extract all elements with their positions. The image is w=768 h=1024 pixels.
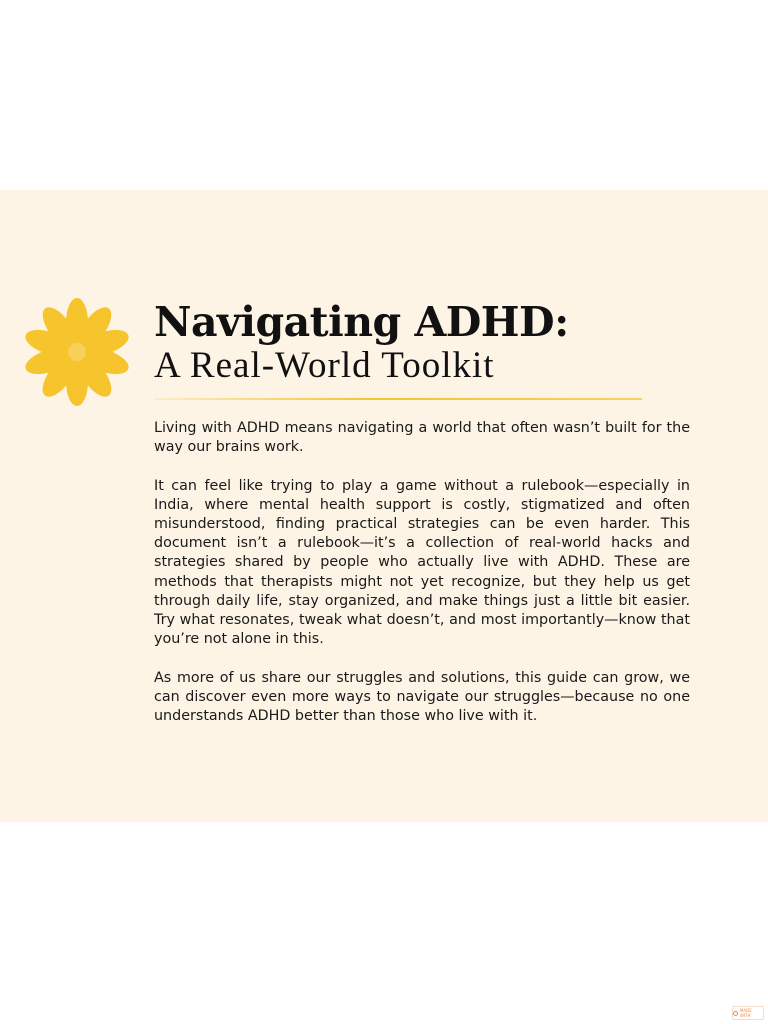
paragraph-context: It can feel like trying to play a game without a rulebook—especially in India, where mental health support is costly, stigmatized and often misunderstood, finding practical strategies can be even harder. This document isn’t a rulebook—it’s a collection of real-world hacks and strategies shared by people who actually live with ADHD. These are methods that therapists might not yet recognize, but they help us get through daily life, stay organized, and make things just a little bit easier. Try what resonates, tweak what doesn’t, and most importantly—know that you’re not alone in this. bbox=[154, 477, 690, 648]
made-with-badge[interactable] bbox=[732, 1006, 764, 1020]
paragraph-closing: As more of us share our struggles and solutions, this guide can grow, we can discover even more ways to navigate our struggles—because no one understands ADHD better than those who live with it. bbox=[154, 669, 690, 725]
title-divider bbox=[154, 398, 642, 400]
paragraph-intro: Living with ADHD means navigating a world that often wasn’t built for the way our brains work. bbox=[154, 420, 690, 456]
brand-logo-icon bbox=[733, 1011, 738, 1016]
sunflower-icon bbox=[16, 296, 138, 408]
document-subtitle: A Real-World Toolkit bbox=[154, 345, 495, 386]
document-title: Navigating ADHD: bbox=[154, 298, 569, 346]
badge-text: MADE WITH bbox=[739, 1008, 752, 1018]
body-text bbox=[154, 419, 690, 745]
